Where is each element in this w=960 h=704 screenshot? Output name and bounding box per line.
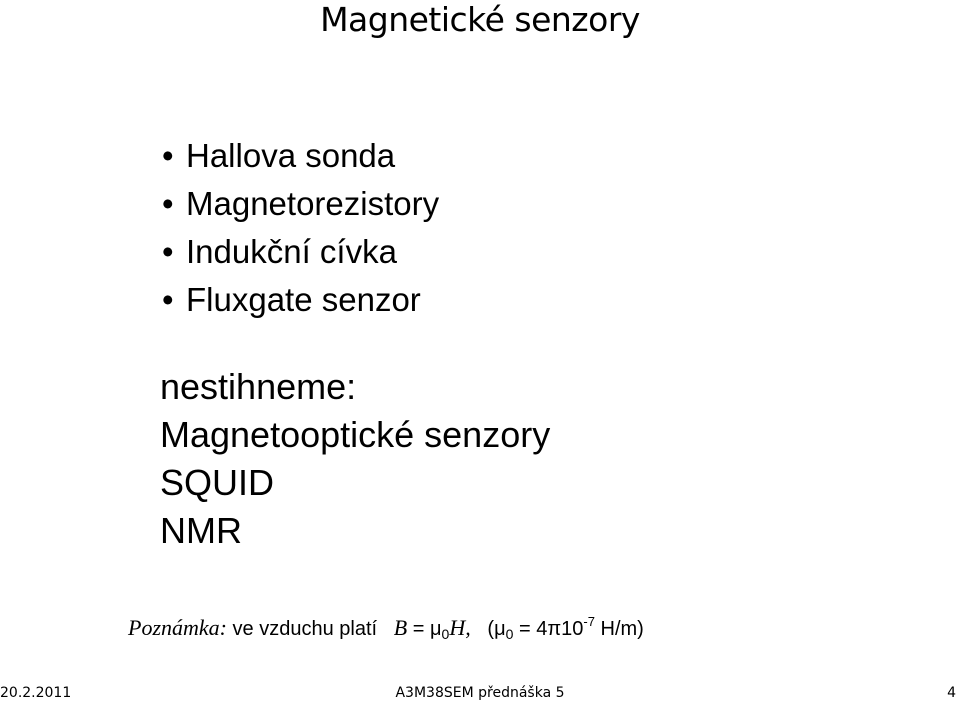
slide-title: Magnetické senzory: [320, 0, 640, 39]
formula-note: [128, 607, 644, 649]
not-covered-item: NMR: [160, 510, 242, 551]
bullet-dot: •: [162, 137, 174, 174]
list-item-text: Indukční cívka: [186, 233, 397, 270]
list-item-text: Hallova sonda: [186, 137, 396, 174]
footer-date: 20.2.2011: [0, 685, 72, 701]
sensor-list: [162, 132, 439, 324]
formula-mu: μ: [430, 618, 442, 640]
not-covered-item: Magnetooptické senzory: [160, 414, 551, 455]
list-item-text: Fluxgate senzor: [186, 281, 421, 318]
list-item: [162, 276, 439, 324]
formula-exponent: -7: [583, 614, 595, 629]
footer-page-number: 4: [947, 685, 956, 701]
not-covered-item: SQUID: [160, 462, 275, 503]
not-covered-block: [160, 363, 550, 555]
list-item: [162, 228, 439, 276]
footer-course: A3M38SEM přednáška 5: [395, 685, 565, 701]
formula-unit: H/m): [600, 618, 644, 640]
note-text: ve vzduchu platí: [232, 618, 378, 640]
bullet-dot: •: [162, 233, 174, 270]
formula-equals: =: [412, 618, 425, 640]
formula-paren: (: [487, 618, 495, 640]
formula-h: H,: [449, 615, 471, 640]
formula-value: = 4π10: [518, 618, 584, 640]
note-label: Poznámka:: [128, 615, 227, 640]
formula-subscript: 0: [441, 626, 450, 642]
list-item: [162, 180, 439, 228]
formula-subscript: 0: [505, 626, 514, 642]
bullet-dot: •: [162, 185, 174, 222]
bullet-dot: •: [162, 281, 174, 318]
list-item-text: Magnetorezistory: [186, 185, 440, 222]
list-item: [162, 132, 439, 180]
formula-b: B: [393, 615, 408, 640]
not-covered-label: nestihneme:: [160, 366, 357, 407]
formula-mu: μ: [494, 618, 506, 640]
